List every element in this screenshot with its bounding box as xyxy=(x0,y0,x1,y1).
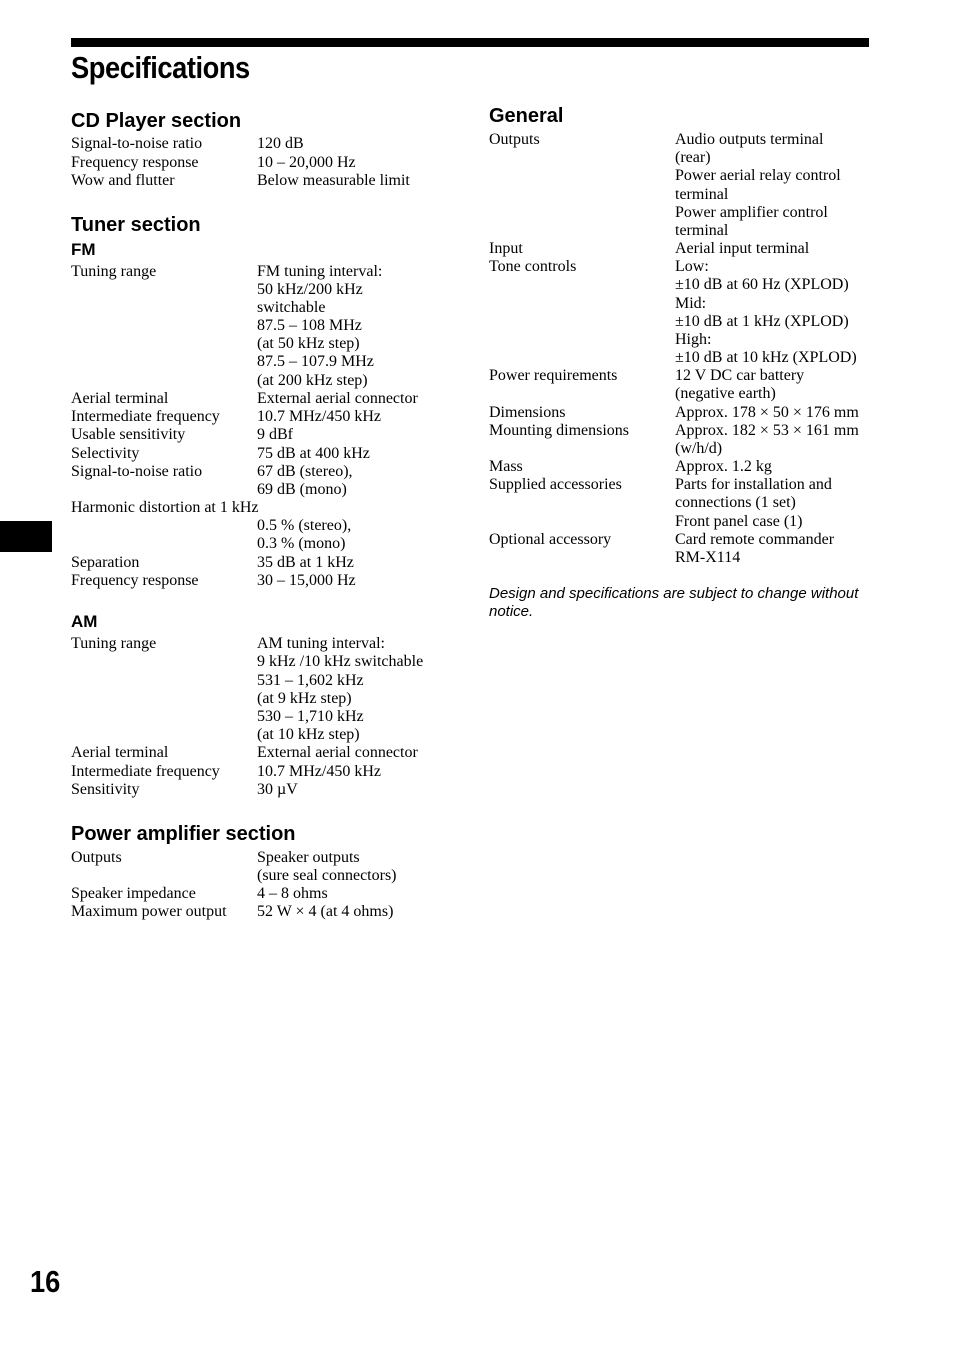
spec-value: RM-X114 xyxy=(675,549,741,566)
spec-label: Sensitivity xyxy=(71,781,140,798)
spec-value: FM tuning interval: xyxy=(257,263,383,280)
spec-value: 4 – 8 ohms xyxy=(257,885,328,902)
spec-value: ±10 dB at 1 kHz (XPLOD) xyxy=(675,313,849,330)
spec-value: Power aerial relay control xyxy=(675,167,841,184)
spec-label: Input xyxy=(489,240,523,257)
spec-value: AM tuning interval: xyxy=(257,635,385,652)
spec-label: Frequency response xyxy=(71,154,199,171)
spec-label: Outputs xyxy=(71,849,122,866)
spec-value: 52 W × 4 (at 4 ohms) xyxy=(257,903,394,920)
spec-value: 9 kHz /10 kHz switchable xyxy=(257,653,424,670)
spec-value: (at 10 kHz step) xyxy=(257,726,360,743)
spec-value: 9 dBf xyxy=(257,426,293,443)
spec-label: Optional accessory xyxy=(489,531,612,548)
spec-value: terminal xyxy=(675,222,729,239)
spec-value: 10.7 MHz/450 kHz xyxy=(257,408,381,425)
spec-value: Power amplifier control xyxy=(675,204,828,221)
spec-label: Frequency response xyxy=(71,572,199,589)
tuner-section-heading: Tuner section xyxy=(71,214,201,236)
spec-value: 75 dB at 400 kHz xyxy=(257,445,370,462)
spec-label: Signal-to-noise ratio xyxy=(71,135,203,152)
spec-value: Approx. 182 × 53 × 161 mm xyxy=(675,422,859,439)
spec-value: ±10 dB at 10 kHz (XPLOD) xyxy=(675,349,857,366)
spec-label: Wow and flutter xyxy=(71,172,175,189)
spec-value: Mid: xyxy=(675,295,707,312)
page-number: 16 xyxy=(30,1264,61,1299)
spec-value: (negative earth) xyxy=(675,385,776,402)
spec-value: 30 µV xyxy=(257,781,298,798)
specifications-note: Design and specifications are subject to change without notice. xyxy=(489,585,859,620)
am-subheading: AM xyxy=(71,612,98,631)
spec-value: (at 9 kHz step) xyxy=(257,690,352,707)
spec-label: Aerial terminal xyxy=(71,390,169,407)
spec-value: (at 50 kHz step) xyxy=(257,335,360,352)
spec-value: (sure seal connectors) xyxy=(257,867,397,884)
spec-label: Usable sensitivity xyxy=(71,426,186,443)
spec-label: Harmonic distortion at 1 kHz xyxy=(71,499,259,516)
spec-value: 120 dB xyxy=(257,135,304,152)
spec-value: High: xyxy=(675,331,712,348)
spec-label: Aerial terminal xyxy=(71,744,169,761)
spec-value: 10.7 MHz/450 kHz xyxy=(257,763,381,780)
spec-value: Card remote commander xyxy=(675,531,835,548)
spec-label: Tone controls xyxy=(489,258,577,275)
spec-value: Approx. 1.2 kg xyxy=(675,458,772,475)
spec-label: Mass xyxy=(489,458,523,475)
spec-value: 87.5 – 108 MHz xyxy=(257,317,362,334)
spec-value: 10 – 20,000 Hz xyxy=(257,154,356,171)
spec-value: (rear) xyxy=(675,149,711,166)
spec-label: Dimensions xyxy=(489,404,566,421)
spec-label: Separation xyxy=(71,554,140,571)
spec-label: Selectivity xyxy=(71,445,140,462)
spec-value: 87.5 – 107.9 MHz xyxy=(257,353,374,370)
spec-value: Audio outputs terminal xyxy=(675,131,824,148)
spec-label: Supplied accessories xyxy=(489,476,622,493)
spec-value: Parts for installation and xyxy=(675,476,832,493)
spec-value: (at 200 kHz step) xyxy=(257,372,368,389)
spec-value: Aerial input terminal xyxy=(675,240,810,257)
spec-value: 530 – 1,710 kHz xyxy=(257,708,364,725)
spec-value: 69 dB (mono) xyxy=(257,481,347,498)
fm-subheading: FM xyxy=(71,240,96,259)
spec-value: Speaker outputs xyxy=(257,849,360,866)
spec-value: 0.3 % (mono) xyxy=(257,535,346,552)
spec-label: Intermediate frequency xyxy=(71,763,220,780)
section-tab-marker xyxy=(0,521,52,552)
spec-value: 67 dB (stereo), xyxy=(257,463,353,480)
spec-value: Front panel case (1) xyxy=(675,513,803,530)
spec-label: Outputs xyxy=(489,131,540,148)
spec-label: Intermediate frequency xyxy=(71,408,220,425)
spec-label: Tuning range xyxy=(71,263,157,280)
spec-value: Approx. 178 × 50 × 176 mm xyxy=(675,404,859,421)
spec-label: Speaker impedance xyxy=(71,885,196,902)
spec-value: switchable xyxy=(257,299,326,316)
spec-label: Signal-to-noise ratio xyxy=(71,463,203,480)
spec-value: External aerial connector xyxy=(257,744,418,761)
spec-value: 35 dB at 1 kHz xyxy=(257,554,354,571)
spec-value: connections (1 set) xyxy=(675,494,796,511)
spec-label: Mounting dimensions xyxy=(489,422,630,439)
spec-value: ±10 dB at 60 Hz (XPLOD) xyxy=(675,276,849,293)
cd-section-heading: CD Player section xyxy=(71,110,242,132)
spec-value: terminal xyxy=(675,186,729,203)
spec-label: Maximum power output xyxy=(71,903,227,920)
spec-label: Tuning range xyxy=(71,635,157,652)
spec-value: 531 – 1,602 kHz xyxy=(257,672,364,689)
power-section-heading: Power amplifier section xyxy=(71,823,296,845)
spec-value: 50 kHz/200 kHz xyxy=(257,281,363,298)
spec-value: 0.5 % (stereo), xyxy=(257,517,352,534)
page-title: Specifications xyxy=(71,50,250,85)
spec-value: 12 V DC car battery xyxy=(675,367,805,384)
spec-value: External aerial connector xyxy=(257,390,418,407)
title-rule xyxy=(71,38,869,47)
spec-value: Below measurable limit xyxy=(257,172,410,189)
spec-label: Power requirements xyxy=(489,367,618,384)
spec-value: 30 – 15,000 Hz xyxy=(257,572,356,589)
spec-value: (w/h/d) xyxy=(675,440,723,457)
spec-value: Low: xyxy=(675,258,709,275)
general-section-heading: General xyxy=(489,105,564,127)
